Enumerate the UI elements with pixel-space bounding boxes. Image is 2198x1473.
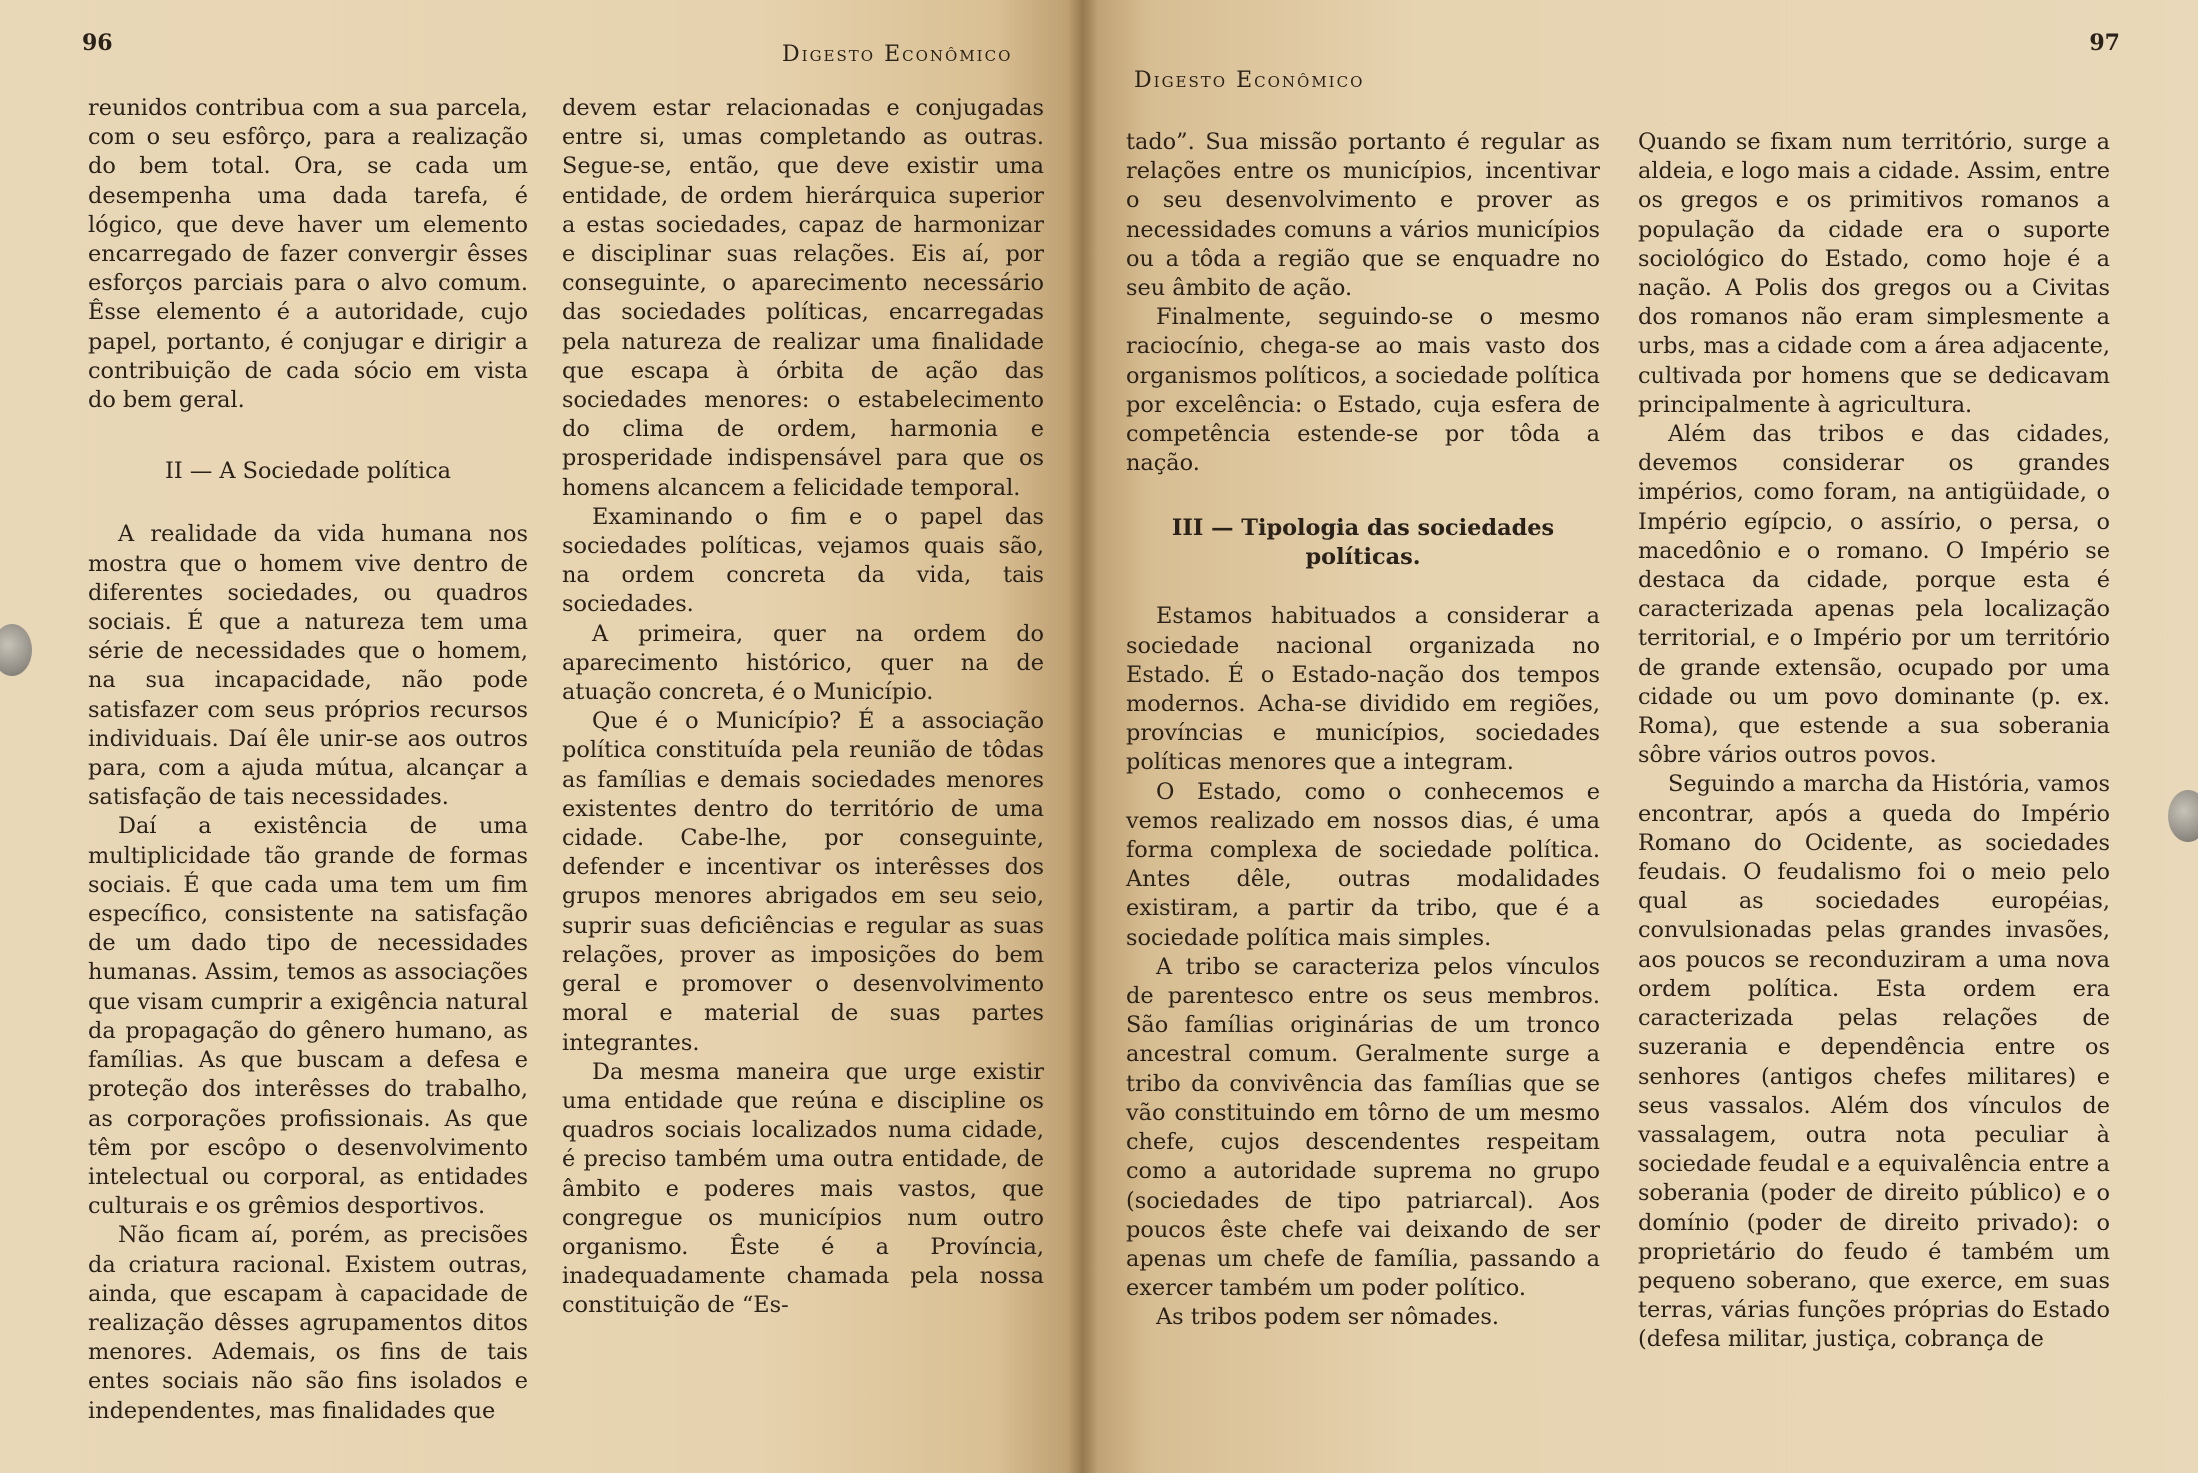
running-header: Digesto Econômico — [1134, 68, 1365, 93]
paragraph: A realidade da vida humana nos mostra que o homem vive dentro de diferentes sociedades, ou quadros sociais. É que a natureza tem uma série de necessidades que o homem, na sua incapacidade, não pode satisfazer com seus próprios recursos individuais. Daí êle unir-se aos outros para, com a ajuda mútua, alcançar a satisfação de tais necessidades. — [88, 521, 528, 811]
right-page-column-2 — [1638, 128, 2110, 1355]
binder-hole — [0, 624, 32, 676]
book-gutter — [1068, 0, 1098, 1473]
running-header: Digesto Econômico — [782, 42, 1013, 67]
paragraph: tado”. Sua missão portanto é regular as relações entre os municípios, incentivar o seu desenvolvimento e prover as necessidades comuns a vários municípios ou a tôda a região que se enquadre no seu âmbito de ação. — [1126, 129, 1600, 302]
paragraph: Da mesma maneira que urge existir uma entidade que reúna e discipline os quadros sociais localizados numa cidade, é preciso também uma outra entidade, de âmbito e poderes mais vastos, que congregue os municípios num outro organismo. Êste é a Província, inadequadamente chamada pela nossa constituição de “Es- — [562, 1058, 1044, 1319]
left-page — [0, 0, 1082, 1473]
binder-hole — [2168, 790, 2198, 842]
paragraph: A tribo se caracteriza pelos vínculos de parentesco entre os seus membros. São famílias originárias de um tronco ancestral comum. Geralmente surge a tribo da convivência das famílias que se vão constituindo em tôrno de um mesmo chefe, cujos descendentes respeitam como a autoridade suprema no grupo (sociedades de tipo patriarcal). Aos poucos êste chefe vai deixando de ser apenas um chefe de família, passando a exercer também um poder político. — [1126, 953, 1600, 1302]
paragraph: Estamos habituados a considerar a sociedade nacional organizada no Estado. É o Estado-nação dos tempos modernos. Acha-se dividido em regiões, províncias e municípios, sociedades políticas menores que a integram. — [1126, 603, 1600, 776]
section-title: II — A Sociedade política — [165, 458, 451, 485]
paragraph: Quando se fixam num território, surge a aldeia, e logo mais a cidade. Assim, entre os gregos e os primitivos romanos a população da cidade era o suporte sociológico do Estado, como hoje é a nação. A Polis dos gregos ou a Civitas dos romanos não eram simplesmente a urbs, mas a cidade com a área adjacente, cultivada por homens que se dedicavam principalmente à agricultura. — [1638, 129, 2110, 418]
right-page — [1082, 0, 2198, 1473]
left-page-column-1 — [88, 94, 528, 1426]
paragraph: Não ficam aí, porém, as precisões da criatura racional. Existem outras, ainda, que escapam à capacidade de realização dêsses agrupamentos ditos menores. Ademais, os fins de tais entes sociais não são fins isolados e independentes, mas finalidades que — [88, 1222, 528, 1424]
paragraph: Que é o Município? É a associação política constituída pela reunião de tôdas as famílias e demais sociedades menores existentes dentro do território de uma cidade. Cabe-lhe, por conseguinte, defender e incentivar os interêsses dos grupos menores abrigados em seu seio, suprir suas deficiências e regular as suas relações, prover as imposições do bem geral e promover o desenvolvimento moral e material de suas partes integrantes. — [562, 708, 1044, 1056]
left-page-column-2 — [562, 94, 1044, 1321]
paragraph: Examinando o fim e o papel das sociedades políticas, vejamos quais são, na ordem concreta da vida, tais sociedades. — [562, 503, 1044, 618]
paragraph: devem estar relacionadas e conjugadas entre si, umas completando as outras. Segue-se, então, que deve existir uma entidade, de ordem hierárquica superior a estas sociedades, capaz de harmonizar e disciplinar suas relações. Eis aí, por conseguinte, o aparecimento necessário das sociedades políticas, encarregadas pela natureza de realizar uma finalidade que escapa à órbita de ação das sociedades menores: o estabelecimento do clima de ordem, harmonia e prosperidade indispensável para que os homens alcancem a felicidade temporal. — [562, 95, 1044, 501]
right-page-column-1 — [1126, 128, 1600, 1333]
paragraph: As tribos podem ser nômades. — [1156, 1304, 1500, 1331]
paragraph: Além das tribos e das cidades, devemos considerar os grandes impérios, como foram, na antigüidade, o Império egípcio, o assírio, o persa, o macedônio e o romano. O Império se destaca da cidade, porque esta é caracterizada apenas pela localização territorial, e o Império por um território de grande extensão, ocupado por uma cidade ou um povo dominante (p. ex. Roma), que estende a sua soberania sôbre vários outros povos. — [1638, 421, 2110, 769]
paragraph: Seguindo a marcha da História, vamos encontrar, após a queda do Império Romano do Ocidente, as sociedades feudais. O feudalismo foi o meio pelo qual as sociedades européias, convulsionadas pelas grandes invasões, aos poucos se reconduziram a uma nova ordem política. Esta ordem era caracterizada pelas relações de suzerania e dependência entre os senhores (antigos chefes militares) e seus vassalos. Além dos vínculos de vassalagem, outra nota peculiar à sociedade feudal e a equivalência entre a soberania (poder de direito público) e o domínio (poder de direito privado): o proprietário do feudo é também um pequeno soberano, que exerce, em suas terras, várias funções próprias do Estado (defesa militar, justiça, cobrança de — [1638, 771, 2110, 1353]
page-number: 97 — [2089, 30, 2120, 56]
section-title: III — Tipologia das sociedades políticas. — [1171, 515, 1555, 571]
paragraph: O Estado, como o conhecemos e vemos realizado em nossos dias, é uma forma complexa de sociedade política. Antes dêle, outras modalidades existiram, a partir da tribo, que é a sociedade política mais simples. — [1126, 778, 1600, 951]
paragraph: Finalmente, seguindo-se o mesmo raciocínio, chega-se ao mais vasto dos organismos políticos, a sociedade política por excelência: o Estado, cuja esfera de competência estende-se por tôda a nação. — [1126, 304, 1600, 477]
paragraph: A primeira, quer na ordem do aparecimento histórico, quer na de atuação concreta, é o Município. — [562, 620, 1044, 706]
page-number: 96 — [82, 30, 113, 56]
paragraph: Daí a existência de uma multiplicidade tão grande de formas sociais. É que cada uma tem um fim específico, consistente na satisfação de um dado tipo de necessidades humanas. Assim, temos as associações que visam cumprir a exigência natural da propagação do gênero humano, as famílias. As que buscam a defesa e proteção dos interêsses do trabalho, as corporações profissionais. As que têm por escôpo o desenvolvimento intelectual ou corporal, as entidades culturais e os grêmios desportivos. — [88, 813, 528, 1220]
paragraph: reunidos contribua com a sua parcela, com o seu esfôrço, para a realização do bem total. Ora, se cada um desempenha uma dada tarefa, é lógico, que deve haver um elemento encarregado de fazer convergir êsses esforços parciais para o alvo comum. Êsse elemento é a autoridade, cujo papel, portanto, é conjugar e dirigir a contribuição de cada sócio em vista do bem geral. — [88, 95, 528, 414]
